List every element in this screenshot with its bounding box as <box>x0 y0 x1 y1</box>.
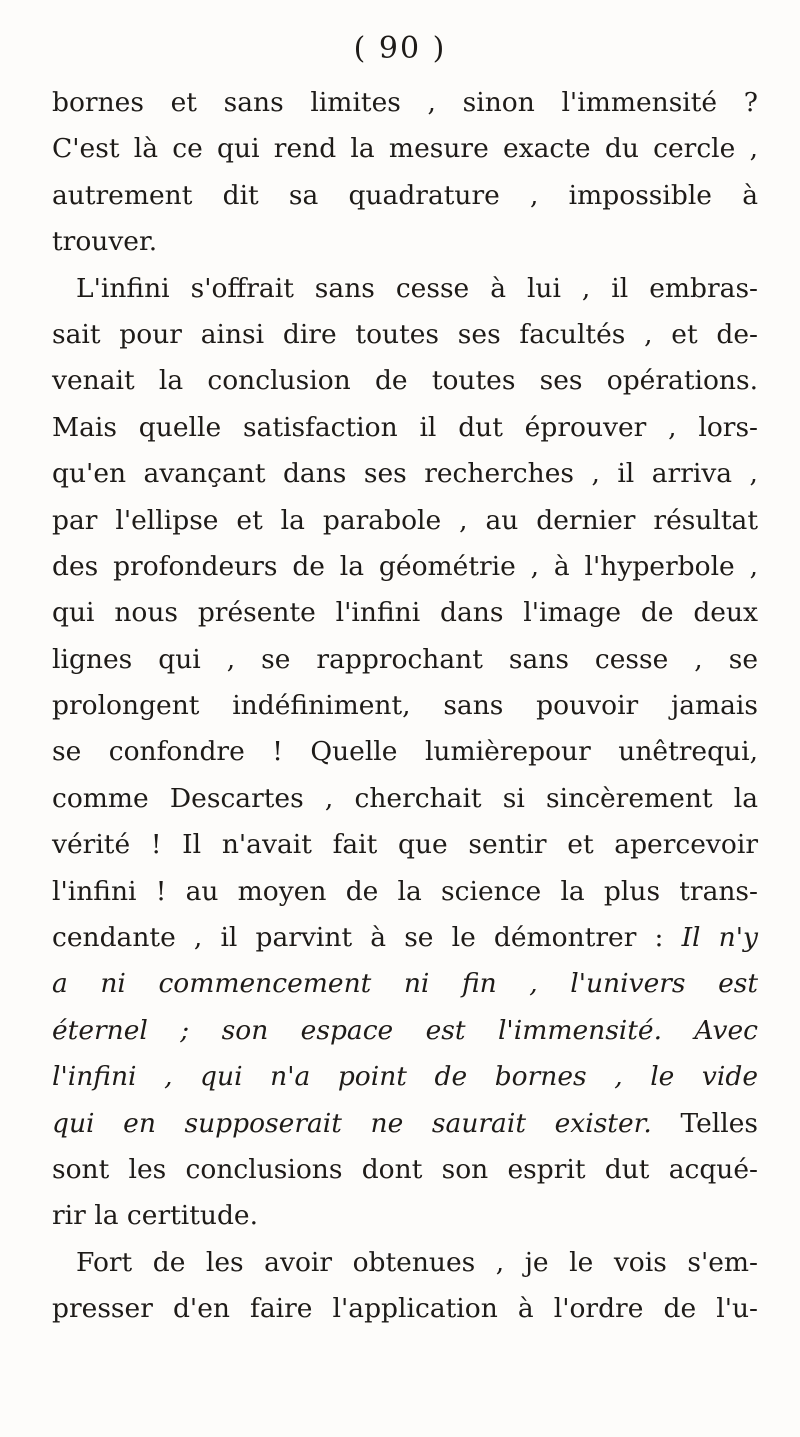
text-line: trouver. <box>52 226 158 258</box>
text-line: des profondeurs de la géométrie , à l'hyperbole , <box>52 550 758 582</box>
text-line: L'infini s'offrait sans cesse à lui , il embras- <box>76 272 758 304</box>
text-line: venait la conclusion de toutes ses opérations. <box>52 365 758 397</box>
text-line: se confondre ! Quelle lumièrepour unêtrequi, <box>52 736 758 768</box>
text-line: lignes qui , se rapprochant sans cesse , se <box>52 643 758 675</box>
italic-text-line: a ni commencement ni fin , l'univers est <box>52 968 758 1000</box>
text-line: qu'en avançant dans ses recherches , il arriva , <box>52 458 758 490</box>
text-line: presser d'en faire l'application à l'ordre de l'u- <box>52 1293 758 1325</box>
text-line: qui nous présente l'infini dans l'image de deux <box>52 597 758 629</box>
body-text <box>52 80 758 1333</box>
text-line: par l'ellipse et la parabole , au dernier résultat <box>52 504 758 536</box>
text-line: C'est là ce qui rend la mesure exacte du cercle , <box>52 133 758 165</box>
text-segment: Telles <box>651 1107 758 1139</box>
text-line: comme Descartes , cherchait si sincèrement la <box>52 782 758 814</box>
text-line <box>52 915 758 961</box>
text-line: prolongent indéfiniment, sans pouvoir jamais <box>52 690 758 722</box>
text-line: Fort de les avoir obtenues , je le vois s'em- <box>76 1246 758 1278</box>
text-segment: cendante , il parvint à se le démontrer : <box>52 922 682 954</box>
text-line: vérité ! Il n'avait fait que sentir et apercevoir <box>52 829 758 861</box>
text-line: sont les conclusions dont son esprit dut acqué- <box>52 1153 758 1185</box>
text-line: sait pour ainsi dire toutes ses facultés , et de- <box>52 318 758 350</box>
text-line: Mais quelle satisfaction il dut éprouver , lors- <box>52 411 758 443</box>
text-line: l'infini ! au moyen de la science la plus trans- <box>52 875 758 907</box>
text-line: autrement dit sa quadrature , impossible à <box>52 179 758 211</box>
italic-text-line: l'infini , qui n'a point de bornes , le vide <box>52 1061 758 1093</box>
italic-text-line: éternel ; son espace est l'immensité. Avec <box>52 1014 758 1046</box>
page-number: ( 90 ) <box>353 31 447 66</box>
text-line: rir la certitude. <box>52 1200 259 1232</box>
text-line: bornes et sans limites , sinon l'immensité ? <box>52 87 758 118</box>
italic-text-segment: qui en supposerait ne saurait exister. <box>52 1107 652 1139</box>
text-line <box>52 1101 758 1147</box>
italic-text-segment: Il n'y <box>681 922 758 954</box>
